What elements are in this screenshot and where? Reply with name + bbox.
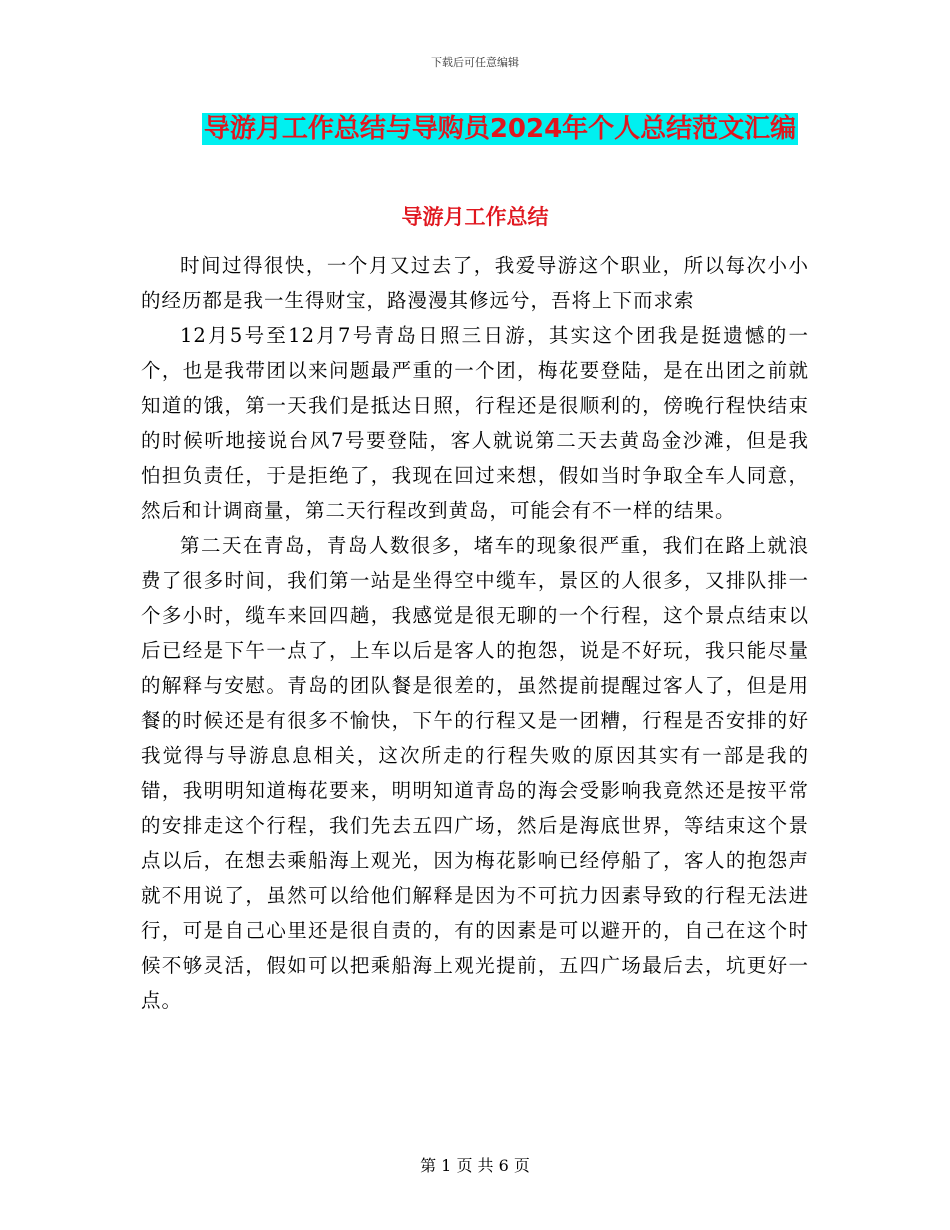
paragraph: 时间过得很快，一个月又过去了，我爱导游这个职业，所以每次小小的经历都是我一生得财宝，路漫漫其修远兮，吾将上下而求索 [141,254,809,312]
header-note: 下载后可任意编辑 [431,56,519,69]
section-title: 导游月工作总结 [401,205,549,229]
paragraph: 12月5号至12月7号青岛日照三日游，其实这个团我是挺遗憾的一个，也是我带团以来问题最严重的一个团，梅花要登陆，是在出团之前就知道的饿，第一天我们是抵达日照，行程还是很顺利的，傍晚行程快结束的时候听地接说台风7号要登陆，客人就说第二天去黄岛金沙滩，但是我怕担负责任，于是拒绝了，我现在回过来想，假如当时争取全车人同意，然后和计调商量，第二天行程改到黄岛，可能会有不一样的结果。 [141,324,809,522]
document-title: 导游月工作总结与导购员2024年个人总结范文汇编 [203,114,797,144]
page-footer: 第 1 页 共 6 页 [420,1156,530,1175]
document-body [141,248,809,1018]
document-title-container [0,113,950,145]
paragraph: 第二天在青岛，青岛人数很多，堵车的现象很严重，我们在路上就浪费了很多时间，我们第一站是坐得空中缆车，景区的人很多，又排队排一个多小时，缆车来回四趟，我感觉是很无聊的一个行程，这个景点结束以后已经是下午一点了，上车以后是客人的抱怨，说是不好玩，我只能尽量的解释与安慰。青岛的团队餐是很差的，虽然提前提醒过客人了，但是用餐的时候还是有很多不愉快，下午的行程又是一团糟，行程是否安排的好我觉得与导游息息相关，这次所走的行程失败的原因其实有一部是我的错，我明明知道梅花要来，明明知道青岛的海会受影响我竟然还是按平常的安排走这个行程，我们先去五四广场，然后是海底世界，等结束这个景点以后，在想去乘船海上观光，因为梅花影响已经停船了，客人的抱怨声就不用说了，虽然可以给他们解释是因为不可抗力因素导致的行程无法进行，可是自己心里还是很自责的，有的因素是可以避开的，自己在这个时候不够灵活，假如可以把乘船海上观光提前，五四广场最后去，坑更好一点。 [141,534,809,1012]
